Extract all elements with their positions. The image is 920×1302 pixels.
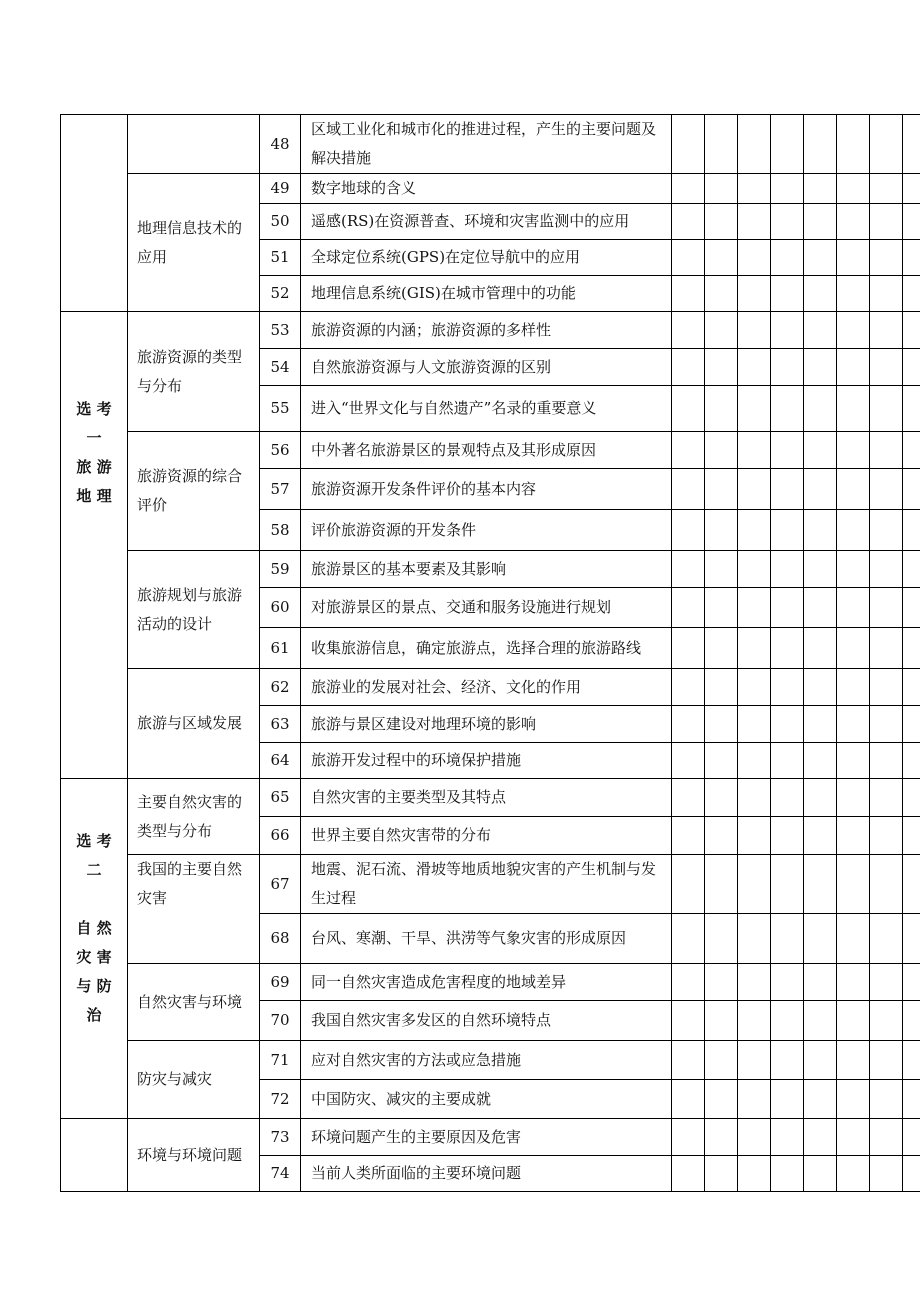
- check-cell[interactable]: [771, 669, 804, 706]
- check-cell[interactable]: [738, 628, 771, 669]
- check-cell[interactable]: [771, 1001, 804, 1041]
- check-cell[interactable]: [903, 669, 920, 706]
- check-cell[interactable]: [837, 669, 870, 706]
- check-cell[interactable]: [903, 588, 920, 628]
- check-cell[interactable]: [870, 779, 903, 817]
- check-cell[interactable]: [870, 1080, 903, 1119]
- table-row: [61, 669, 920, 706]
- item-requirement: 收集旅游信息，确定旅游点，选择合理的旅游路线: [301, 628, 672, 669]
- check-cell[interactable]: [738, 964, 771, 1001]
- check-cell[interactable]: [672, 432, 705, 469]
- table-row: [61, 964, 920, 1001]
- section-cell-blank: [61, 115, 128, 312]
- check-cell[interactable]: [903, 312, 920, 349]
- check-cell[interactable]: [738, 817, 771, 855]
- check-cell[interactable]: [804, 312, 837, 349]
- check-cell[interactable]: [903, 432, 920, 469]
- item-requirement: 旅游开发过程中的环境保护措施: [301, 743, 672, 779]
- check-cell[interactable]: [672, 1001, 705, 1041]
- check-cell[interactable]: [705, 588, 738, 628]
- check-cell[interactable]: [870, 204, 903, 240]
- item-number: 67: [260, 855, 301, 914]
- item-requirement: 同一自然灾害造成危害程度的地域差异: [301, 964, 672, 1001]
- check-cell[interactable]: [771, 743, 804, 779]
- check-cell[interactable]: [672, 669, 705, 706]
- check-cell[interactable]: [837, 628, 870, 669]
- check-cell[interactable]: [804, 469, 837, 510]
- check-cell[interactable]: [837, 855, 870, 914]
- item-number: 73: [260, 1119, 301, 1156]
- check-cell[interactable]: [870, 510, 903, 551]
- check-cell[interactable]: [903, 743, 920, 779]
- syllabus-table: [60, 114, 920, 1192]
- check-cell[interactable]: [837, 115, 870, 174]
- check-cell[interactable]: [672, 855, 705, 914]
- check-cell[interactable]: [705, 628, 738, 669]
- item-requirement: 数字地球的含义: [301, 174, 672, 204]
- check-cell[interactable]: [705, 240, 738, 276]
- check-cell[interactable]: [771, 779, 804, 817]
- check-cell[interactable]: [738, 706, 771, 743]
- check-cell[interactable]: [870, 669, 903, 706]
- check-cell[interactable]: [804, 1119, 837, 1156]
- check-cell[interactable]: [870, 432, 903, 469]
- item-requirement: 中国防灾、减灾的主要成就: [301, 1080, 672, 1119]
- item-number: 64: [260, 743, 301, 779]
- check-cell[interactable]: [672, 817, 705, 855]
- check-cell[interactable]: [903, 386, 920, 432]
- check-cell[interactable]: [870, 628, 903, 669]
- item-requirement: 自然旅游资源与人文旅游资源的区别: [301, 349, 672, 386]
- table-row: [61, 174, 920, 204]
- table-row: [61, 432, 920, 469]
- check-cell[interactable]: [870, 1119, 903, 1156]
- check-cell[interactable]: [771, 1080, 804, 1119]
- check-cell[interactable]: [804, 349, 837, 386]
- check-cell[interactable]: [870, 240, 903, 276]
- item-number: 57: [260, 469, 301, 510]
- check-cell[interactable]: [771, 115, 804, 174]
- check-cell[interactable]: [870, 469, 903, 510]
- check-cell[interactable]: [870, 349, 903, 386]
- check-cell[interactable]: [870, 174, 903, 204]
- item-requirement: 地理信息系统(GIS)在城市管理中的功能: [301, 276, 672, 312]
- check-cell[interactable]: [705, 312, 738, 349]
- check-cell[interactable]: [705, 1001, 738, 1041]
- check-cell[interactable]: [672, 174, 705, 204]
- check-cell[interactable]: [771, 706, 804, 743]
- check-cell[interactable]: [771, 1041, 804, 1080]
- item-requirement: 旅游景区的基本要素及其影响: [301, 551, 672, 588]
- check-cell[interactable]: [804, 1156, 837, 1192]
- check-cell[interactable]: [705, 386, 738, 432]
- check-cell[interactable]: [672, 743, 705, 779]
- check-cell[interactable]: [870, 588, 903, 628]
- check-cell[interactable]: [903, 240, 920, 276]
- check-cell[interactable]: [804, 240, 837, 276]
- check-cell[interactable]: [672, 276, 705, 312]
- check-cell[interactable]: [771, 817, 804, 855]
- check-cell[interactable]: [837, 240, 870, 276]
- check-cell[interactable]: [705, 779, 738, 817]
- item-number: 65: [260, 779, 301, 817]
- topic-tour-region: 旅游与区域发展: [128, 669, 260, 779]
- item-requirement: 自然灾害的主要类型及其特点: [301, 779, 672, 817]
- check-cell[interactable]: [738, 669, 771, 706]
- check-cell[interactable]: [738, 386, 771, 432]
- check-cell[interactable]: [738, 174, 771, 204]
- check-cell[interactable]: [870, 706, 903, 743]
- topic-env-problems: 环境与环境问题: [128, 1119, 260, 1192]
- check-cell[interactable]: [903, 551, 920, 588]
- check-cell[interactable]: [903, 706, 920, 743]
- check-cell[interactable]: [870, 276, 903, 312]
- check-cell[interactable]: [771, 551, 804, 588]
- topic-disaster-env: 自然灾害与环境: [128, 964, 260, 1041]
- item-number: 68: [260, 914, 301, 964]
- item-requirement: 区域工业化和城市化的推进过程，产生的主要问题及解决措施: [301, 115, 672, 174]
- check-cell[interactable]: [738, 914, 771, 964]
- item-number: 51: [260, 240, 301, 276]
- check-cell[interactable]: [672, 1080, 705, 1119]
- check-cell[interactable]: [903, 855, 920, 914]
- check-cell[interactable]: [903, 204, 920, 240]
- check-cell[interactable]: [837, 1156, 870, 1192]
- check-cell[interactable]: [837, 914, 870, 964]
- check-cell[interactable]: [738, 743, 771, 779]
- check-cell[interactable]: [870, 855, 903, 914]
- check-cell[interactable]: [870, 914, 903, 964]
- item-requirement: 中外著名旅游景区的景观特点及其形成原因: [301, 432, 672, 469]
- item-requirement: 旅游资源的内涵；旅游资源的多样性: [301, 312, 672, 349]
- check-cell[interactable]: [837, 174, 870, 204]
- check-cell[interactable]: [903, 469, 920, 510]
- check-cell[interactable]: [672, 204, 705, 240]
- table-row: [61, 551, 920, 588]
- item-requirement: 旅游与景区建设对地理环境的影响: [301, 706, 672, 743]
- item-requirement: 世界主要自然灾害带的分布: [301, 817, 672, 855]
- check-cell[interactable]: [870, 115, 903, 174]
- check-cell[interactable]: [705, 349, 738, 386]
- check-cell[interactable]: [837, 510, 870, 551]
- check-cell[interactable]: [672, 1156, 705, 1192]
- check-cell[interactable]: [738, 276, 771, 312]
- check-cell[interactable]: [804, 115, 837, 174]
- check-cell[interactable]: [738, 1001, 771, 1041]
- check-cell[interactable]: [837, 1041, 870, 1080]
- check-cell[interactable]: [738, 240, 771, 276]
- check-cell[interactable]: [738, 349, 771, 386]
- check-cell[interactable]: [705, 743, 738, 779]
- check-cell[interactable]: [705, 964, 738, 1001]
- check-cell[interactable]: [771, 628, 804, 669]
- table-row: [61, 779, 920, 817]
- check-cell[interactable]: [837, 276, 870, 312]
- item-requirement: 地震、泥石流、滑坡等地质地貌灾害的产生机制与发生过程: [301, 855, 672, 914]
- check-cell[interactable]: [804, 1001, 837, 1041]
- topic-disaster-type: 主要自然灾害的类型与分布: [128, 779, 260, 855]
- check-cell[interactable]: [738, 432, 771, 469]
- check-cell[interactable]: [672, 1119, 705, 1156]
- check-cell[interactable]: [903, 964, 920, 1001]
- check-cell[interactable]: [837, 469, 870, 510]
- item-number: 62: [260, 669, 301, 706]
- check-cell[interactable]: [903, 115, 920, 174]
- check-cell[interactable]: [705, 817, 738, 855]
- item-number: 56: [260, 432, 301, 469]
- topic-china-disaster: 我国的主要自然灾害: [128, 855, 260, 964]
- check-cell[interactable]: [837, 743, 870, 779]
- check-cell[interactable]: [672, 115, 705, 174]
- check-cell[interactable]: [804, 669, 837, 706]
- check-cell[interactable]: [738, 204, 771, 240]
- check-cell[interactable]: [705, 914, 738, 964]
- section-elective-1: [61, 312, 128, 779]
- item-number: 59: [260, 551, 301, 588]
- check-cell[interactable]: [903, 276, 920, 312]
- check-cell[interactable]: [771, 1156, 804, 1192]
- check-cell[interactable]: [804, 743, 837, 779]
- check-cell[interactable]: [672, 914, 705, 964]
- item-number: 72: [260, 1080, 301, 1119]
- check-cell[interactable]: [804, 964, 837, 1001]
- check-cell[interactable]: [672, 551, 705, 588]
- check-cell[interactable]: [672, 469, 705, 510]
- check-cell[interactable]: [804, 706, 837, 743]
- item-requirement: 评价旅游资源的开发条件: [301, 510, 672, 551]
- check-cell[interactable]: [705, 1119, 738, 1156]
- check-cell[interactable]: [804, 204, 837, 240]
- item-requirement: 我国自然灾害多发区的自然环境特点: [301, 1001, 672, 1041]
- check-cell[interactable]: [903, 349, 920, 386]
- check-cell[interactable]: [705, 669, 738, 706]
- topic-disaster-prevent: 防灾与减灾: [128, 1041, 260, 1119]
- item-requirement: 全球定位系统(GPS)在定位导航中的应用: [301, 240, 672, 276]
- table-row: [61, 312, 920, 349]
- check-cell[interactable]: [738, 115, 771, 174]
- topic-tour-resources-type: 旅游资源的类型与分布: [128, 312, 260, 432]
- check-cell[interactable]: [738, 551, 771, 588]
- check-cell[interactable]: [903, 628, 920, 669]
- check-cell[interactable]: [672, 588, 705, 628]
- check-cell[interactable]: [705, 469, 738, 510]
- check-cell[interactable]: [837, 706, 870, 743]
- item-number: 69: [260, 964, 301, 1001]
- check-cell[interactable]: [870, 743, 903, 779]
- check-cell[interactable]: [837, 551, 870, 588]
- check-cell[interactable]: [837, 1001, 870, 1041]
- check-cell[interactable]: [870, 964, 903, 1001]
- check-cell[interactable]: [705, 510, 738, 551]
- check-cell[interactable]: [771, 240, 804, 276]
- check-cell[interactable]: [804, 817, 837, 855]
- check-cell[interactable]: [771, 432, 804, 469]
- check-cell[interactable]: [738, 855, 771, 914]
- check-cell[interactable]: [804, 628, 837, 669]
- check-cell[interactable]: [903, 1156, 920, 1192]
- item-number: 74: [260, 1156, 301, 1192]
- topic-tour-resources-eval: 旅游资源的综合评价: [128, 432, 260, 551]
- check-cell[interactable]: [771, 964, 804, 1001]
- item-requirement: 旅游资源开发条件评价的基本内容: [301, 469, 672, 510]
- check-cell[interactable]: [771, 469, 804, 510]
- check-cell[interactable]: [837, 312, 870, 349]
- check-cell[interactable]: [837, 349, 870, 386]
- item-requirement: 台风、寒潮、干旱、洪涝等气象灾害的形成原因: [301, 914, 672, 964]
- item-number: 55: [260, 386, 301, 432]
- item-number: 50: [260, 204, 301, 240]
- topic-gis: 地理信息技术的应用: [128, 174, 260, 312]
- section-title: 选 考 一 旅 游 地 理: [76, 400, 112, 505]
- item-requirement: 进入“世界文化与自然遗产”名录的重要意义: [301, 386, 672, 432]
- item-number: 61: [260, 628, 301, 669]
- check-cell[interactable]: [738, 1041, 771, 1080]
- table-row: [61, 855, 920, 914]
- check-cell[interactable]: [771, 1119, 804, 1156]
- check-cell[interactable]: [738, 510, 771, 551]
- check-cell[interactable]: [672, 779, 705, 817]
- check-cell[interactable]: [804, 276, 837, 312]
- check-cell[interactable]: [705, 276, 738, 312]
- item-requirement: 环境问题产生的主要原因及危害: [301, 1119, 672, 1156]
- check-cell[interactable]: [771, 174, 804, 204]
- check-cell[interactable]: [837, 588, 870, 628]
- check-cell[interactable]: [738, 779, 771, 817]
- check-cell[interactable]: [672, 964, 705, 1001]
- check-cell[interactable]: [804, 588, 837, 628]
- item-requirement: 旅游业的发展对社会、经济、文化的作用: [301, 669, 672, 706]
- topic-cell-blank: [128, 115, 260, 174]
- check-cell[interactable]: [804, 779, 837, 817]
- check-cell[interactable]: [771, 349, 804, 386]
- check-cell[interactable]: [705, 204, 738, 240]
- item-number: 66: [260, 817, 301, 855]
- check-cell[interactable]: [837, 432, 870, 469]
- check-cell[interactable]: [870, 551, 903, 588]
- check-cell[interactable]: [672, 240, 705, 276]
- check-cell[interactable]: [837, 1080, 870, 1119]
- check-cell[interactable]: [837, 779, 870, 817]
- check-cell[interactable]: [705, 174, 738, 204]
- check-cell[interactable]: [903, 779, 920, 817]
- check-cell[interactable]: [903, 1119, 920, 1156]
- item-number: 71: [260, 1041, 301, 1080]
- check-cell[interactable]: [705, 115, 738, 174]
- table-row: [61, 1119, 920, 1156]
- check-cell[interactable]: [771, 312, 804, 349]
- check-cell[interactable]: [903, 1041, 920, 1080]
- check-cell[interactable]: [870, 312, 903, 349]
- check-cell[interactable]: [705, 855, 738, 914]
- item-number: 52: [260, 276, 301, 312]
- check-cell[interactable]: [771, 855, 804, 914]
- check-cell[interactable]: [804, 1080, 837, 1119]
- check-cell[interactable]: [672, 628, 705, 669]
- check-cell[interactable]: [672, 1041, 705, 1080]
- check-cell[interactable]: [903, 510, 920, 551]
- item-number: 53: [260, 312, 301, 349]
- check-cell[interactable]: [771, 204, 804, 240]
- check-cell[interactable]: [738, 588, 771, 628]
- check-cell[interactable]: [705, 551, 738, 588]
- check-cell[interactable]: [804, 855, 837, 914]
- check-cell[interactable]: [804, 551, 837, 588]
- check-cell[interactable]: [804, 386, 837, 432]
- check-cell[interactable]: [705, 1080, 738, 1119]
- check-cell[interactable]: [903, 1001, 920, 1041]
- check-cell[interactable]: [870, 817, 903, 855]
- check-cell[interactable]: [837, 817, 870, 855]
- check-cell[interactable]: [804, 174, 837, 204]
- check-cell[interactable]: [738, 1080, 771, 1119]
- item-number: 70: [260, 1001, 301, 1041]
- check-cell[interactable]: [672, 349, 705, 386]
- check-cell[interactable]: [804, 914, 837, 964]
- check-cell[interactable]: [672, 510, 705, 551]
- item-number: 48: [260, 115, 301, 174]
- check-cell[interactable]: [738, 469, 771, 510]
- check-cell[interactable]: [738, 1119, 771, 1156]
- check-cell[interactable]: [672, 312, 705, 349]
- item-number: 54: [260, 349, 301, 386]
- check-cell[interactable]: [672, 386, 705, 432]
- item-number: 49: [260, 174, 301, 204]
- check-cell[interactable]: [672, 706, 705, 743]
- section-title: 选 考 二 自 然 灾 害 与 防 治: [76, 832, 112, 1024]
- check-cell[interactable]: [837, 1119, 870, 1156]
- check-cell[interactable]: [705, 1041, 738, 1080]
- check-cell[interactable]: [771, 276, 804, 312]
- check-cell[interactable]: [837, 204, 870, 240]
- check-cell[interactable]: [804, 510, 837, 551]
- check-cell[interactable]: [870, 386, 903, 432]
- check-cell[interactable]: [738, 1156, 771, 1192]
- item-requirement: 应对自然灾害的方法或应急措施: [301, 1041, 672, 1080]
- check-cell[interactable]: [903, 914, 920, 964]
- check-cell[interactable]: [804, 432, 837, 469]
- item-requirement: 当前人类所面临的主要环境问题: [301, 1156, 672, 1192]
- section-cell-blank: [61, 1119, 128, 1192]
- check-cell[interactable]: [903, 817, 920, 855]
- check-cell[interactable]: [870, 1156, 903, 1192]
- table-row: [61, 115, 920, 174]
- check-cell[interactable]: [771, 588, 804, 628]
- item-number: 60: [260, 588, 301, 628]
- check-cell[interactable]: [705, 1156, 738, 1192]
- item-requirement: 遥感(RS)在资源普查、环境和灾害监测中的应用: [301, 204, 672, 240]
- check-cell[interactable]: [804, 1041, 837, 1080]
- check-cell[interactable]: [771, 386, 804, 432]
- check-cell[interactable]: [771, 510, 804, 551]
- check-cell[interactable]: [837, 964, 870, 1001]
- check-cell[interactable]: [705, 706, 738, 743]
- item-number: 58: [260, 510, 301, 551]
- check-cell[interactable]: [870, 1001, 903, 1041]
- check-cell[interactable]: [903, 1080, 920, 1119]
- check-cell[interactable]: [903, 174, 920, 204]
- check-cell[interactable]: [771, 914, 804, 964]
- section-elective-2: [61, 779, 128, 1119]
- item-requirement: 对旅游景区的景点、交通和服务设施进行规划: [301, 588, 672, 628]
- topic-tour-planning: 旅游规划与旅游活动的设计: [128, 551, 260, 669]
- check-cell[interactable]: [837, 386, 870, 432]
- check-cell[interactable]: [705, 432, 738, 469]
- table-row: [61, 1041, 920, 1080]
- item-number: 63: [260, 706, 301, 743]
- check-cell[interactable]: [870, 1041, 903, 1080]
- check-cell[interactable]: [738, 312, 771, 349]
